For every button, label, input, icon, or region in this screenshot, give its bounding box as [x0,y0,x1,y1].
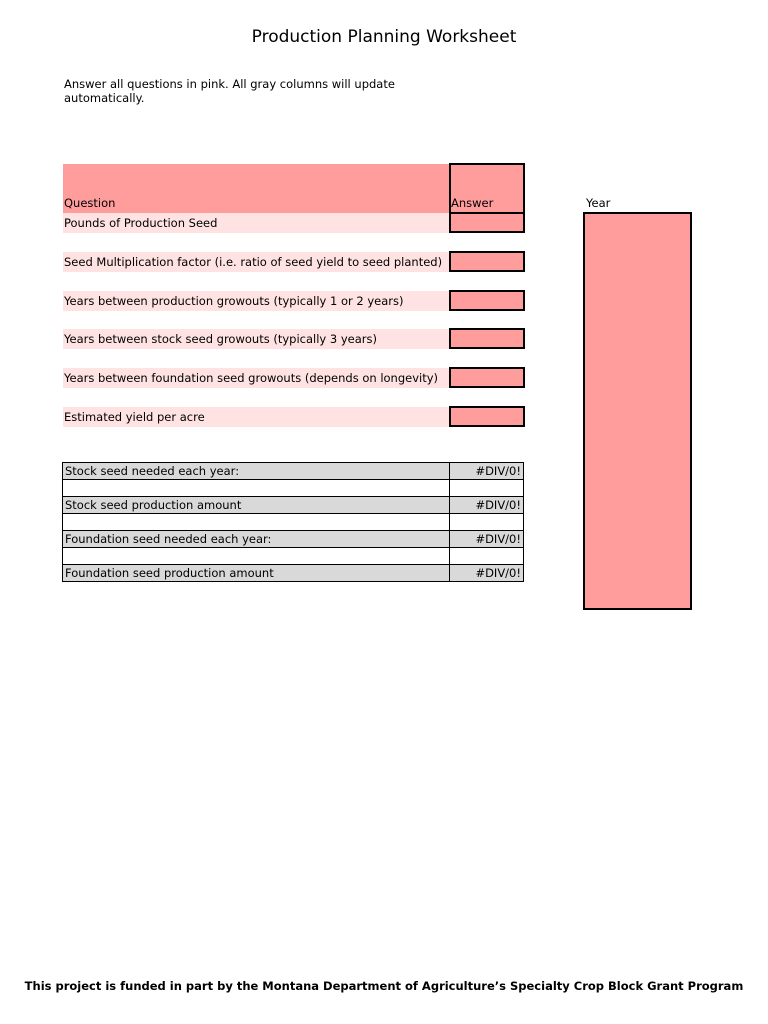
calc-value-stock-production: #DIV/0! [450,497,524,514]
calc-label-foundation-needed: Foundation seed needed each year: [63,531,450,548]
calc-value-foundation-production: #DIV/0! [450,565,524,582]
question-row-production-seed: Pounds of Production Seed [63,213,449,233]
table-row [63,514,524,531]
question-row-production-growouts: Years between production growouts (typically 1 or 2 years) [63,291,449,311]
table-row [63,497,524,514]
answer-input-multiplication-factor[interactable] [449,251,525,272]
calc-value-stock-needed: #DIV/0! [450,463,524,480]
answer-input-yield-per-acre[interactable] [449,406,525,427]
question-row-foundation-growouts: Years between foundation seed growouts (depends on longevity) [63,368,449,388]
blank-cell [63,514,450,531]
question-header-label: Question [64,196,116,210]
calculation-table [62,462,524,582]
question-row-yield-per-acre: Estimated yield per acre [63,407,449,427]
answer-input-production-seed[interactable] [449,212,525,233]
year-input-column[interactable] [583,212,692,610]
blank-cell [450,514,524,531]
table-row [63,565,524,582]
calc-value-foundation-needed: #DIV/0! [450,531,524,548]
year-header-label: Year [586,196,611,210]
blank-cell [63,548,450,565]
calc-label-stock-needed: Stock seed needed each year: [63,463,450,480]
question-row-multiplication-factor: Seed Multiplication factor (i.e. ratio of seed yield to seed planted) [63,252,449,272]
funding-footer: This project is funded in part by the Montana Department of Agriculture’s Specialty Crop Block Grant Program [24,979,744,993]
calc-label-foundation-production: Foundation seed production amount [63,565,450,582]
answer-input-foundation-growouts[interactable] [449,367,525,388]
table-row [63,531,524,548]
blank-cell [450,548,524,565]
question-row-stock-growouts: Years between stock seed growouts (typically 3 years) [63,329,449,349]
blank-cell [63,480,450,497]
instructions-text: Answer all questions in pink. All gray columns will update automatically. [64,77,395,105]
answer-input-stock-growouts[interactable] [449,328,525,349]
answer-header-label: Answer [451,196,494,210]
table-row [63,463,524,480]
answer-input-production-growouts[interactable] [449,290,525,311]
question-header-cell [63,164,449,213]
blank-cell [450,480,524,497]
page-title: Production Planning Worksheet [251,27,517,47]
table-row [63,548,524,565]
calc-label-stock-production: Stock seed production amount [63,497,450,514]
table-row [63,480,524,497]
